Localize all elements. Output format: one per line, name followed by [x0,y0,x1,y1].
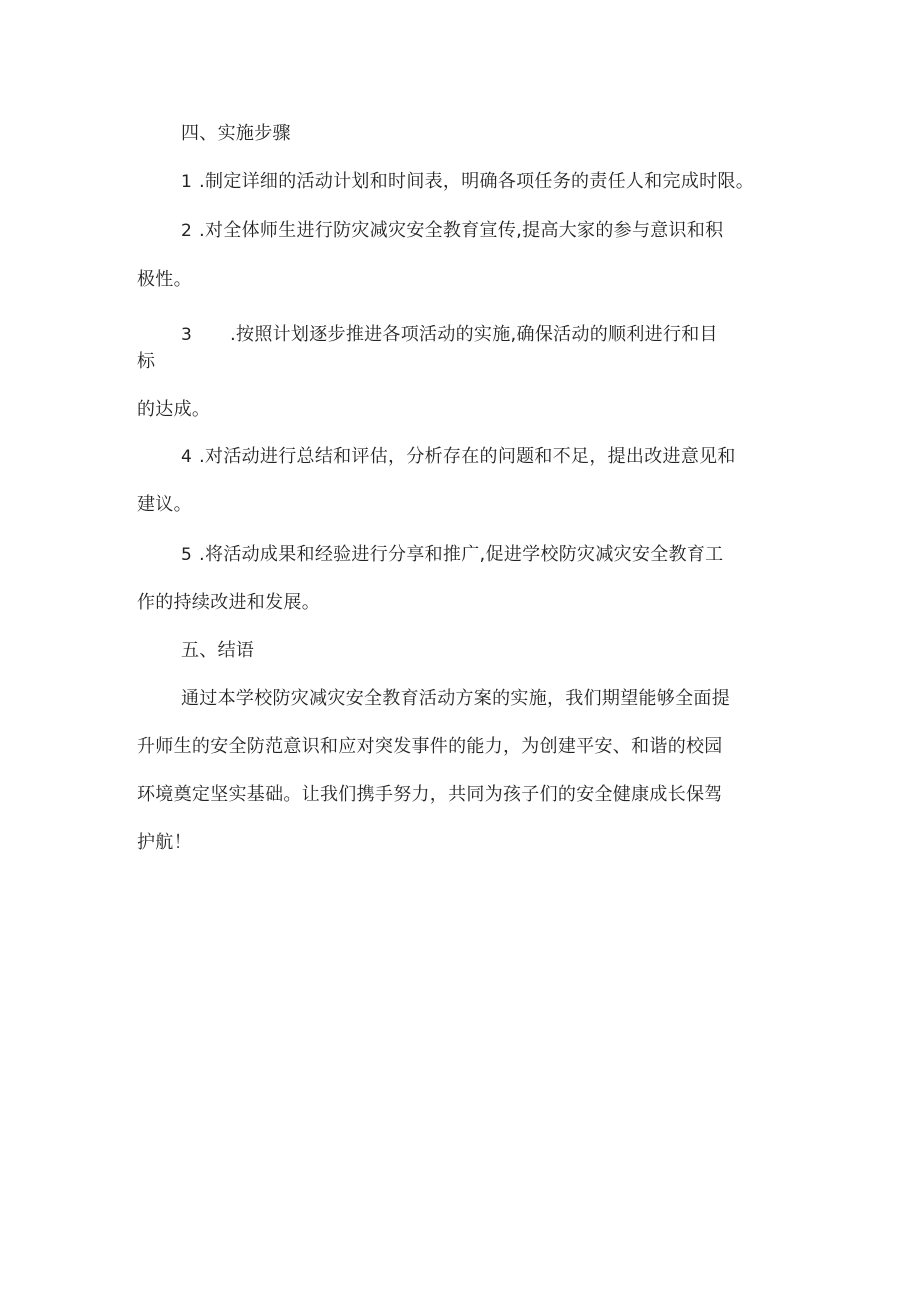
conclusion-line: 升师生的安全防范意识和应对突发事件的能力，为创建平安、和谐的校园 [137,736,723,757]
section-heading-conclusion: 五、结语 [181,640,255,661]
step-text-continued: 标 [137,351,156,372]
step-number: 4 [181,447,192,467]
step-text-continued: 建议。 [137,494,192,515]
step-text: .制定详细的活动计划和时间表，明确各项任务的责任人和完成时限。 [199,171,755,192]
section-heading-steps: 四、实施步骤 [181,123,291,144]
conclusion-line: 通过本学校防灾减灾安全教育活动方案的实施，我们期望能够全面提 [181,688,730,709]
conclusion-line: 环境奠定坚实基础。让我们携手努力，共同为孩子们的安全健康成长保驾 [137,784,723,805]
step-number: 3 [181,325,192,345]
step-text: .按照计划逐步推进各项活动的实施,确保活动的顺利进行和目 [230,324,718,345]
step-number: 5 [181,545,192,565]
step-text-continued: 极性。 [137,269,192,290]
step-text: .对活动进行总结和评估，分析存在的问题和不足，提出改进意见和 [199,446,736,467]
step-text-continued: 的达成。 [137,399,211,420]
step-text-continued: 作的持续改进和发展。 [137,592,320,613]
step-text: .对全体师生进行防灾减灾安全教育宣传,提高大家的参与意识和积 [199,220,724,241]
step-number: 1 [181,172,192,192]
step-text: .将活动成果和经验进行分享和推广,促进学校防灾减灾安全教育工 [199,544,724,565]
step-number: 2 [181,221,192,241]
conclusion-line: 护航！ [137,832,192,853]
